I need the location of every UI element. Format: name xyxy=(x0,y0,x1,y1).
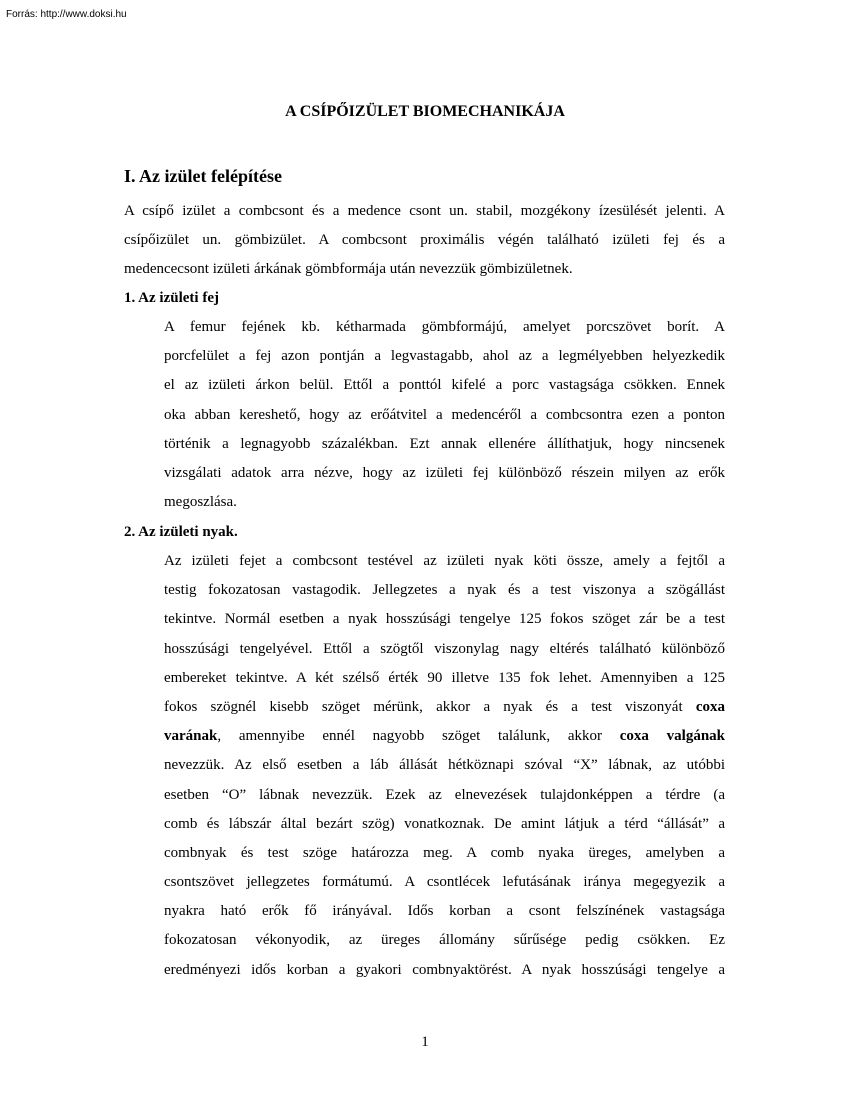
paragraph-line: oka abban kereshető, hogy az erőátvitel a medencéről a combcsontra ezen a ponton xyxy=(164,406,725,423)
paragraph-line: vizsgálati adatok arra nézve, hogy az izületi fej különböző részein milyen az erők xyxy=(164,464,725,481)
section-heading: I. Az izület felépítése xyxy=(124,166,282,186)
paragraph-line: hosszúsági tengelyével. Ettől a szögtől viszonylag nagy eltérés található különböző xyxy=(164,640,725,657)
page-number: 1 xyxy=(421,1034,429,1050)
paragraph-line: combnyak és test szöge határozza meg. A comb nyaka üreges, amelyben a xyxy=(164,844,725,861)
bold-term: varának xyxy=(164,728,218,745)
paragraph-line xyxy=(164,722,725,751)
paragraph-line: nevezzük. Az első esetben a láb állását hétköznapi szóval “X” lábnak, az utóbbi xyxy=(164,757,725,774)
subsection-heading: 1. Az izületi fej xyxy=(124,290,219,306)
paragraph-line: A csípő izület a combcsont és a medence csont un. stabil, mozgékony ízesülését jelenti. A xyxy=(124,203,725,219)
line-text: fokos szögnél kisebb szöget mérünk, akkor a nyak és a test viszonyát xyxy=(164,698,683,715)
paragraph-line: embereket tekintve. A két szélső érték 90 illetve 135 fok lehet. Amennyiben a 125 xyxy=(164,669,725,686)
paragraph-line: történik a legnagyobb százalékban. Ezt annak ellenére állíthatjuk, hogy nincsenek xyxy=(164,435,725,452)
paragraph-line: csípőizület un. gömbizület. A combcsont proximális végén található izületi fej és a xyxy=(124,232,725,249)
paragraph-line xyxy=(164,693,725,722)
document-title: A CSÍPŐIZÜLET BIOMECHANIKÁJA xyxy=(285,103,565,120)
bold-term: coxa valgának xyxy=(619,728,726,745)
line-text: , amennyibe ennél nagyobb szöget találunk, akkor xyxy=(217,728,603,745)
bold-term: coxa xyxy=(695,698,725,715)
paragraph-line: porcfelület a fej azon pontján a legvastagabb, ahol az a legmélyebben helyezkedik xyxy=(164,348,725,365)
paragraph-line: eredményezi idős korban a gyakori combnyaktörést. A nyak hosszúsági tengelye a xyxy=(164,961,725,978)
paragraph-line: Az izületi fejet a combcsont testével az izületi nyak köti össze, amely a fejtől a xyxy=(164,553,725,569)
paragraph-line: megoszlása. xyxy=(164,494,237,511)
paragraph-line: nyakra ható erők fő irányával. Idős korban a csont felszínének vastagsága xyxy=(164,903,725,920)
paragraph-line: A femur fejének kb. kétharmada gömbformájú, amelyet porcszövet borít. A xyxy=(164,319,725,335)
intro-paragraph xyxy=(124,197,725,285)
paragraph-line: comb és lábszár által bezárt szög) vonatkoznak. De amint látjuk a térd “állását” a xyxy=(164,815,725,832)
subsection-heading: 2. Az izületi nyak. xyxy=(124,524,238,540)
paragraph-line: esetben “O” lábnak nevezzük. Ezek az elnevezések tulajdonképpen a térdre (a xyxy=(164,786,725,803)
femoral-neck-paragraph xyxy=(164,547,725,985)
paragraph-line: testig fokozatosan vastagodik. Jellegzetes a nyak és a test viszonya a szögállást xyxy=(164,582,725,599)
paragraph-line: medencecsont izületi árkának gömbformája után nevezzük gömbizületnek. xyxy=(124,261,573,278)
paragraph-line: fokozatosan vékonyodik, az üreges állomány sűrűsége pedig csökken. Ez xyxy=(164,932,725,949)
femoral-head-paragraph xyxy=(164,313,725,517)
paragraph-line: csontszövet jellegzetes formátumú. A csontlécek lefutásának iránya megegyezik a xyxy=(164,874,725,891)
source-label: Forrás: http://www.doksi.hu xyxy=(6,9,127,20)
paragraph-line: tekintve. Normál esetben a nyak hosszúsági tengelye 125 fokos szöget zár be a test xyxy=(164,611,725,628)
paragraph-line: el az izületi árkon belül. Ettől a ponttól kifelé a porc vastagsága csökken. Ennek xyxy=(164,377,725,394)
